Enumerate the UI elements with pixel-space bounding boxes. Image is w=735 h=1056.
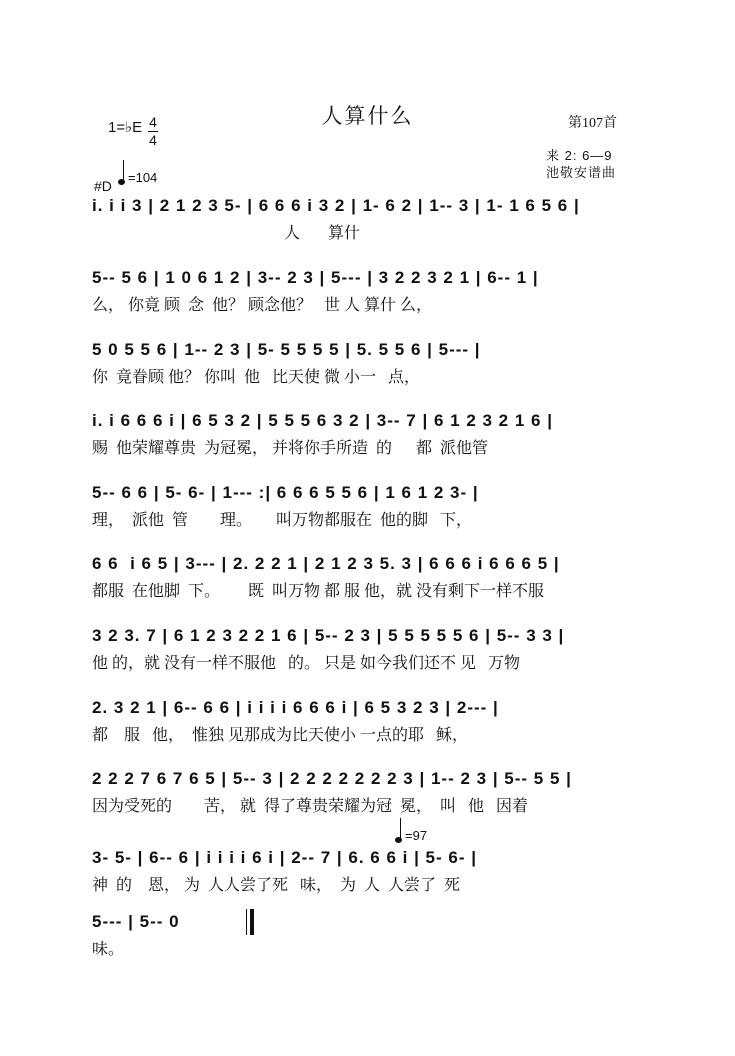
notation-line-6: 6 6 i 6 5 | 3--- | 2. 2 2 1 | 2 1 2 3 5. 3 | 6 6 6 i 6 6 6 5 | (92, 554, 560, 573)
composer-credit: 池敬安谱曲 (546, 165, 617, 180)
lyric-line-3: 你 竟眷顾 他？ 你叫 他 比天使 微 小一 点， (92, 369, 421, 386)
quarter-note-head (395, 837, 402, 843)
quarter-note-head (118, 179, 125, 185)
notation-line-9: 2 2 2 7 6 7 6 5 | 5-- 3 | 2 2 2 2 2 2 2 3 | 1-- 2 3 | 5-- 5 5 | (92, 769, 572, 788)
notation-line-3: 5 0 5 5 6 | 1-- 2 3 | 5- 5 5 5 5 | 5. 5 5 6 | 5--- | (92, 340, 481, 359)
notation-line-7: 3 2 3. 7 | 6 1 2 3 2 2 1 6 | 5-- 2 3 | 5 5 5 5 5 6 | 5-- 3 3 | (92, 626, 565, 645)
key-signature: 1=♭E (108, 119, 143, 136)
tempo-change-value: =97 (405, 828, 428, 843)
lyric-line-7: 他 的，就 没有一样不服他 的。 只是 如今我们还不 见 万物 (92, 655, 521, 672)
song-title: 人算什么 (321, 104, 414, 128)
notation-line-10: 3- 5- | 6-- 6 | i i i i 6 i | 2-- 7 | 6. 6 6 i | 5- 6- | (92, 848, 477, 867)
notation-line-11: 5--- | 5-- 0 (92, 912, 180, 931)
lyric-line-9: 因为受死的 苦， 就 得了尊贵荣耀为冠 冕， 叫 他 因着 (92, 798, 529, 815)
lyric-line-11: 味。 (92, 941, 125, 958)
time-signature-bottom: 4 (149, 132, 157, 148)
time-signature-top: 4 (149, 114, 157, 130)
notation-line-8: 2. 3 2 1 | 6-- 6 6 | i i i i 6 6 6 i | 6 5 3 2 3 | 2--- | (92, 698, 499, 717)
lyric-line-5: 理， 派他 管 理。 叫万物都服在 他的脚 下， (92, 512, 473, 529)
lyric-line-10: 神 的 恩， 为 人人尝了死 味， 为 人 人尝了 死 (92, 877, 461, 894)
scripture-reference: 来 2: 6—9 (546, 148, 613, 163)
lyric-line-8: 都 服 他， 惟独 见那成为比天使小 一点的耶 稣， (92, 727, 469, 744)
notation-line-1: i. i i 3 | 2 1 2 3 5- | 6 6 6 i 3 2 | 1- 6 2 | 1-- 3 | 1- 1 6 5 6 | (92, 196, 580, 215)
alternate-key: #D (94, 178, 112, 194)
final-barline (246, 909, 254, 935)
lyric-line-1: 人 算什 (92, 225, 361, 242)
lyric-line-4: 赐 他荣耀尊贵 为冠冕， 并将你手所造 的 都 派他管 (92, 440, 489, 457)
tempo-value: =104 (128, 170, 158, 185)
notation-line-2: 5-- 5 6 | 1 0 6 1 2 | 3-- 2 3 | 5--- | 3 2 2 3 2 1 | 6-- 1 | (92, 268, 539, 287)
tempo-marking (118, 160, 178, 192)
lyric-line-6: 都服 在他脚 下。 既 叫万物 都 服 他，就 没有剩下一样不服 (92, 583, 545, 600)
lyric-line-2: 么， 你竟 顾 念 他？ 顾念他？ 世 人 算什 么， (92, 297, 433, 314)
notation-line-4: i. i 6 6 6 i | 6 5 3 2 | 5 5 5 6 3 2 | 3-- 7 | 6 1 2 3 2 1 6 | (92, 411, 553, 430)
notation-line-5: 5-- 6 6 | 5- 6- | 1--- :| 6 6 6 5 5 6 | 1 6 1 2 3- | (92, 483, 479, 502)
time-signature (147, 114, 159, 149)
hymn-number: 第107首 (568, 116, 617, 131)
